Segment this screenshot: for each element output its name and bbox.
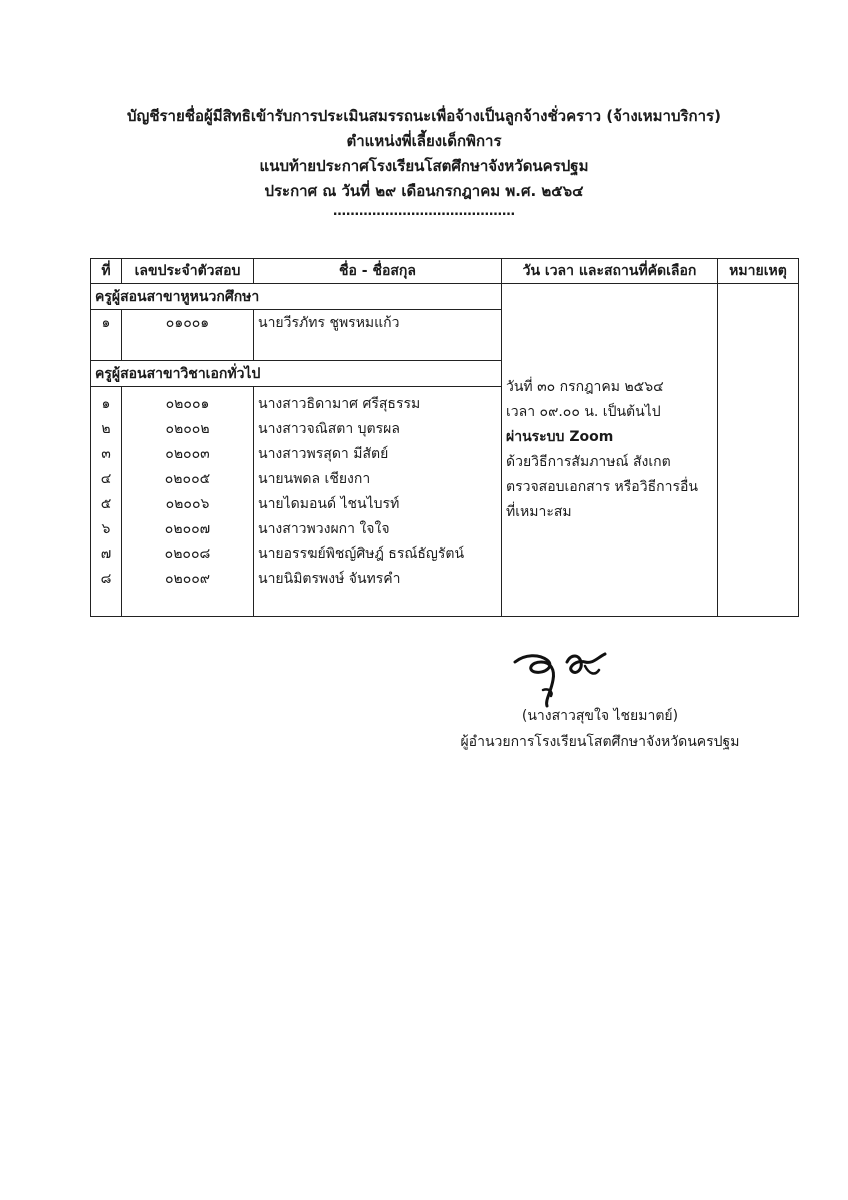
row-name: นายนพดล เชียงกา xyxy=(254,466,502,491)
group-title-general: ครูผู้สอนสาขาวิชาเอกทั่วไป xyxy=(91,361,502,387)
row-exam-id xyxy=(122,591,254,617)
row-no: ๒ xyxy=(91,416,122,441)
row-no: ๑ xyxy=(91,310,122,336)
row-no: ๘ xyxy=(91,566,122,591)
announcement-date: ประกาศ ณ วันที่ ๒๙ เดือนกรกฎาคม พ.ศ. ๒๕๖๔ xyxy=(264,182,584,200)
row-exam-id: ๐๒๐๐๗ xyxy=(122,516,254,541)
schedule-platform: ผ่านระบบ Zoom xyxy=(506,429,614,445)
row-name: นางสาวธิดามาศ ศรีสุธรรม xyxy=(254,391,502,416)
row-exam-id: ๐๒๐๐๕ xyxy=(122,466,254,491)
row-exam-id: ๐๒๐๐๓ xyxy=(122,441,254,466)
spacer-cell xyxy=(91,335,122,361)
row-no xyxy=(91,591,122,617)
header-when: วัน เวลา และสถานที่คัดเลือก xyxy=(502,259,718,284)
row-name xyxy=(254,591,502,617)
title-line-1: บัญชีรายชื่อผู้มีสิทธิเข้ารับการประเมินสมรรถนะเพื่อจ้างเป็นลูกจ้างชั่วคราว (จ้างเหมาบริการ) xyxy=(127,107,721,125)
table-header-row xyxy=(91,259,799,284)
schedule-method-3: ที่เหมาะสม xyxy=(506,504,572,520)
header-no: ที่ xyxy=(91,259,122,284)
row-no: ๔ xyxy=(91,466,122,491)
dotted-separator: …………………………………… xyxy=(333,204,515,219)
row-exam-id: ๐๒๐๐๖ xyxy=(122,491,254,516)
row-name: นายไดมอนด์ ไชนไบรท์ xyxy=(254,491,502,516)
spacer-cell xyxy=(254,335,502,361)
row-exam-id: ๐๒๐๐๒ xyxy=(122,416,254,441)
selection-schedule xyxy=(502,284,718,617)
handwritten-signature xyxy=(505,640,625,710)
title-line-3: แนบท้ายประกาศโรงเรียนโสตศึกษาจังหวัดนครปฐม xyxy=(259,157,589,175)
schedule-method-1: ด้วยวิธีการสัมภาษณ์ สังเกต xyxy=(506,454,671,470)
candidate-table xyxy=(90,258,799,617)
title-line-2: ตำแหน่งพี่เลี้ยงเด็กพิการ xyxy=(346,132,502,150)
row-no: ๑ xyxy=(91,391,122,416)
row-name: นายวีรภัทร ชูพรหมแก้ว xyxy=(254,310,502,336)
row-no: ๗ xyxy=(91,541,122,566)
row-no: ๓ xyxy=(91,441,122,466)
header-name: ชื่อ - ชื่อสกุล xyxy=(254,259,502,284)
row-name: นายอรรฆย์พิชญ์ศิษฎ์ ธรณ์ธัญรัตน์ xyxy=(254,541,502,566)
signatory-block xyxy=(380,703,820,755)
group-row xyxy=(91,284,799,310)
schedule-time: เวลา ๐๙.๐๐ น. เป็นต้นไป xyxy=(506,404,661,420)
row-exam-id: ๐๑๐๐๑ xyxy=(122,310,254,336)
header-exam-id: เลขประจำตัวสอบ xyxy=(122,259,254,284)
spacer-cell xyxy=(122,335,254,361)
row-name: นางสาวพรสุดา มีสัตย์ xyxy=(254,441,502,466)
signatory-position: ผู้อำนวยการโรงเรียนโสตศึกษาจังหวัดนครปฐม xyxy=(460,734,740,750)
signatory-name: (นางสาวสุขใจ ไชยมาตย์) xyxy=(521,708,679,724)
group-title-deaf-education: ครูผู้สอนสาขาหูหนวกศึกษา xyxy=(91,284,502,310)
schedule-method-2: ตรวจสอบเอกสาร หรือวิธีการอื่น xyxy=(506,479,698,495)
remarks-cell xyxy=(718,284,799,617)
row-no: ๕ xyxy=(91,491,122,516)
document-header xyxy=(0,104,848,220)
row-exam-id: ๐๒๐๐๙ xyxy=(122,566,254,591)
row-exam-id: ๐๒๐๐๘ xyxy=(122,541,254,566)
row-name: นางสาวพวงผกา ใจใจ xyxy=(254,516,502,541)
row-name: นายนิมิตรพงษ์ จันทรคำ xyxy=(254,566,502,591)
row-no: ๖ xyxy=(91,516,122,541)
schedule-date: วันที่ ๓๐ กรกฎาคม ๒๕๖๔ xyxy=(506,379,664,395)
row-exam-id: ๐๒๐๐๑ xyxy=(122,391,254,416)
header-note: หมายเหตุ xyxy=(718,259,799,284)
row-name: นางสาวจณิสตา บุตรผล xyxy=(254,416,502,441)
